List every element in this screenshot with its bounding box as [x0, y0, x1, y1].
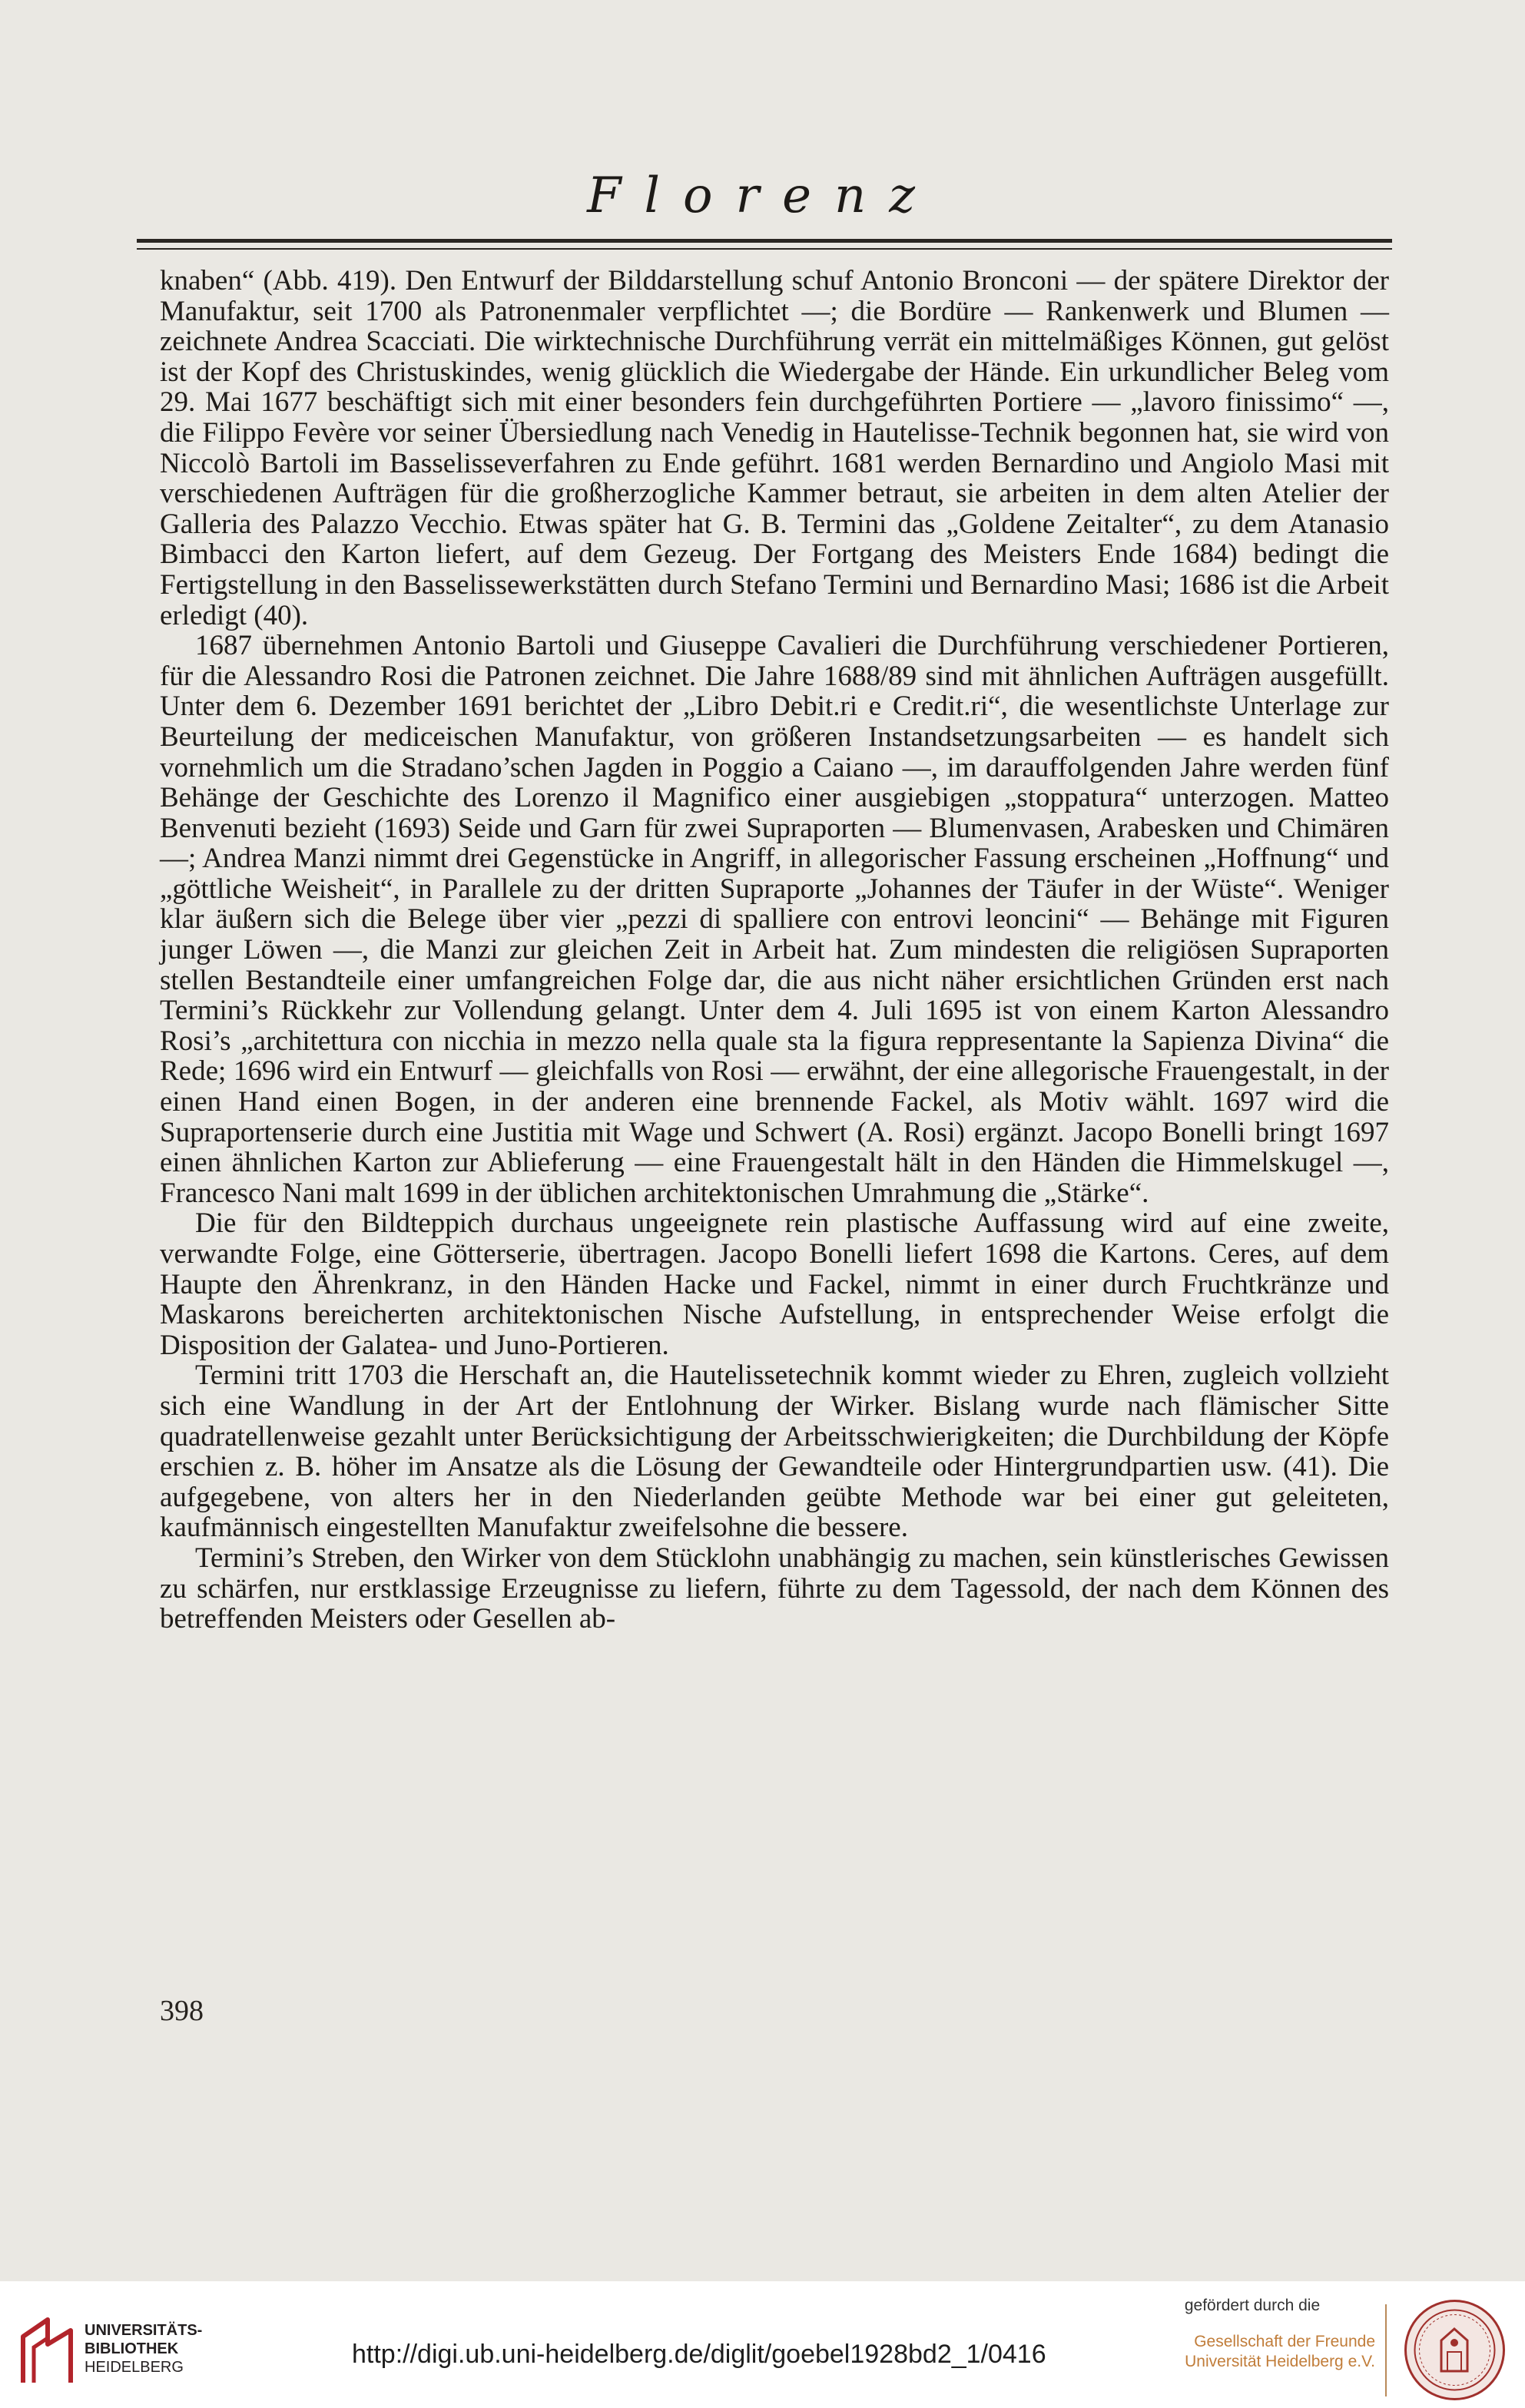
body-text — [160, 266, 1389, 1635]
paragraph-2: 1687 übernehmen Antonio Bartoli und Giuseppe Cavalieri die Durchführung verschiedener Portieren, für die Alessandro Rosi die Patronen zeichnet. Die Jahre 1688/89 sind mit ähnlichen Aufträgen ausgefüllt. Unter dem 6. Dezember 1691 berichtet der „Libro Debit.ri e Credit.ri“, die wesentlichste Unterlage zur Beurteilung der mediceischen Manufaktur, von größeren Instandsetzungsarbeiten — es handelt sich vornehmlich um die Stradano’schen Jagden in Poggio a Caiano —, im darauffolgenden Jahre werden fünf Behänge der Geschichte des Lorenzo il Magnifico einer ausgiebigen „stoppatura“ unterzogen. Matteo Benvenuti bezieht (1693) Seide und Garn für zwei Supraporten — Blumenvasen, Arabesken und Chimären —; Andrea Manzi nimmt drei Gegenstücke in Angriff, in allegorischer Fassung erscheinen „Hoffnung“ und „göttliche Weisheit“, in Parallele zu der dritten Supraporte „Johannes der Täufer in der Wüste“. Weniger klar äußern sich die Belege über vier „pezzi di spalliere con entrovi leoncini“ — Behänge mit Figuren junger Löwen —, die Manzi zur gleichen Zeit in Arbeit hat. Zum mindesten die religiösen Supraporten stellen Bestandteile einer umfangreichen Folge dar, die aus nicht näher ersichtlichen Gründen erst nach Termini’s Rückkehr zur Vollendung gelangt. Unter dem 4. Juli 1695 ist von einem Karton Alessandro Rosi’s „architettura con nicchia in mezzo nella quale sta la figura reppresentante la Sapienza Divina“ die Rede; 1696 wird ein Entwurf — gleichfalls von Rosi — erwähnt, der eine allegorische Frauengestalt, in der einen Hand einen Bogen, in der anderen eine brennende Fackel, als Motiv wählt. 1697 wird die Supraportenserie durch eine Justitia mit Wage und Schwert (A. Rosi) ergänzt. Jacopo Bonelli bringt 1697 einen ähnlichen Karton zur Ablieferung — eine Frauengestalt hält in den Händen die Himmelskugel —, Francesco Nani malt 1699 in der üblichen architektonischen Umrahmung die „Stärke“. — [160, 630, 1389, 1209]
sponsor-label: gefördert durch die — [1184, 2297, 1321, 2314]
permalink-url[interactable]: http://digi.ub.uni-heidelberg.de/diglit/goebel1928bd2_1/0416 — [352, 2340, 1046, 2369]
running-header: Florenz — [587, 167, 938, 224]
header-rule-thin — [137, 248, 1392, 250]
sponsor-name — [1168, 2332, 1375, 2372]
header-rule-thick — [137, 239, 1392, 243]
library-name — [85, 2321, 202, 2377]
paragraph-4: Termini tritt 1703 die Herschaft an, die Hautelissetechnik kommt wieder zu Ehren, zugleich vollzieht sich eine Wandlung in der Art der Entlohnung der Wirker. Bislang wurde nach flämischer Sitte quadratellenweise gezahlt unter Berücksichtigung der Arbeitsschwierigkeiten; die Durchbildung der Köpfe erschien z. B. höher im Ansatze als die Lösung der Gewandteile oder Hintergrundpartien usw. (41). Die aufgegebene, von alters her in den Niederlanden geübte Methode war bei einer gut geleiteten, kaufmännisch eingestellten Manufaktur zweifelsohne die bessere. — [160, 1360, 1389, 1544]
library-name-line-1: UNIVERSITÄTS- — [85, 2322, 203, 2339]
paragraph-1: knaben“ (Abb. 419). Den Entwurf der Bilddarstellung schuf Antonio Bronconi — der spätere Direktor der Manufaktur, seit 1700 als Patronenmaler verpflichtet —; die Bordüre — Rankenwerk und Blumen — zeichnete Andrea Scacciati. Die wirktechnische Durchführung verrät ein mittelmäßiges Können, gut gelöst ist der Kopf des Christuskindes, wenig glücklich die Wiedergabe der Hände. Ein urkundlicher Beleg vom 29. Mai 1677 beschäftigt sich mit einer besonders fein durchgeführten Portiere — „lavoro finissimo“ —, die Filippo Fevère vor seiner Übersiedlung nach Venedig in Hautelisse-Technik begonnen hat, sie wird von Niccolò Bartoli im Basselisseverfahren zu Ende geführt. 1681 werden Bernardino und Angiolo Masi mit verschiedenen Aufträgen für die großherzogliche Kammer betraut, sie arbeiten in dem alten Atelier der Galleria des Palazzo Vecchio. Etwas später hat G. B. Termini das „Goldene Zeitalter“, zu dem Atanasio Bimbacci den Karton liefert, auf dem Gezeug. Der Fortgang des Meisters Ende 1684) bedingt die Fertigstellung in den Basselissewerkstätten durch Stefano Termini und Bernardino Masi; 1686 ist die Arbeit erledigt (40). — [160, 265, 1389, 631]
library-name-line-3: HEIDELBERG — [85, 2359, 184, 2376]
page-number: 398 — [160, 1995, 204, 2027]
sponsor-name-line-2: Universität Heidelberg e.V. — [1185, 2353, 1375, 2370]
footer-bar — [0, 2281, 1525, 2408]
university-seal-icon — [1403, 2298, 1507, 2402]
sponsor-divider — [1385, 2304, 1387, 2396]
sponsor-name-line-1: Gesellschaft der Freunde — [1194, 2333, 1375, 2350]
paragraph-3: Die für den Bildteppich durchaus ungeeignete rein plastische Auffassung wird auf eine zweite, verwandte Folge, eine Götterserie, übertragen. Jacopo Bonelli liefert 1698 die Kartons. Ceres, auf dem Haupte den Ährenkranz, in den Händen Hacke und Fackel, nimmt in einer durch Fruchtkränze und Maskarons bereicherten architektonischen Nische Aufstellung, in entsprechender Weise erfolgt die Disposition der Galatea- und Juno-Portieren. — [160, 1207, 1389, 1361]
paragraph-5: Termini’s Streben, den Wirker von dem Stücklohn unabhängig zu machen, sein künstlerisches Gewissen zu schärfen, nur erstklassige Erzeugnisse zu liefern, führte zu dem Tagessold, der nach dem Können des betreffenden Meisters oder Gesellen ab- — [160, 1542, 1389, 1635]
library-name-line-2: BIBLIOTHEK — [85, 2340, 179, 2357]
library-logo-icon — [17, 2314, 77, 2387]
